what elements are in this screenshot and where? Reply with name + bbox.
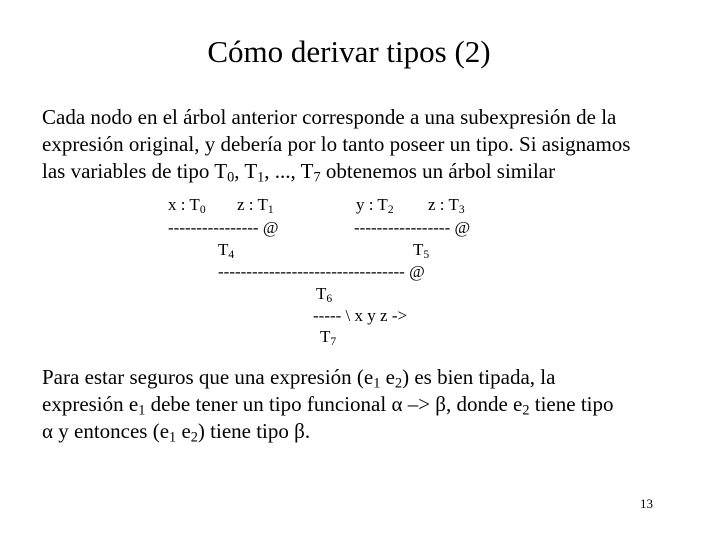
conclusion-text: e <box>176 419 191 443</box>
subscript: 2 <box>522 402 530 419</box>
conclusion-paragraph <box>42 364 614 445</box>
subscript: 1 <box>267 202 274 216</box>
tree-leaf-y <box>356 195 394 215</box>
subscript: 2 <box>387 202 394 216</box>
leaf-label: y : T <box>356 195 388 214</box>
intro-line-2: expresión original, y debería por lo tanto poseer un tipo. Si asignamos <box>42 132 631 156</box>
intro-line-3-text: , ..., T <box>264 159 314 183</box>
tree-rule-left: ---------------- @ <box>168 218 279 237</box>
subscript: 1 <box>138 402 146 419</box>
subscript: 0 <box>199 202 206 216</box>
subscript: 6 <box>326 291 333 305</box>
subscript: 7 <box>330 334 337 348</box>
conclusion-text: Para estar seguros que una expresión (e <box>42 365 374 389</box>
conclusion-line-1 <box>42 364 614 391</box>
subscript: 7 <box>313 169 321 186</box>
subscript: 2 <box>394 375 403 392</box>
leaf-label: x : T <box>168 195 200 214</box>
slide-title-text: Cómo derivar tipos (2) <box>207 34 491 69</box>
tree-node-t5 <box>413 240 429 260</box>
tree-leaf-z1 <box>237 195 274 215</box>
tree-rule-right: ----------------- @ <box>354 218 471 237</box>
slide-title <box>0 34 720 70</box>
intro-line-3-text: las variables de tipo T <box>42 159 228 183</box>
conclusion-line-3 <box>42 418 614 445</box>
tree-leaf-z3 <box>428 195 465 215</box>
subscript: 0 <box>227 169 235 186</box>
tree-node-t7 <box>320 327 336 347</box>
tree-node-t4 <box>218 240 234 260</box>
intro-paragraph <box>42 104 630 185</box>
page-number: 13 <box>640 496 653 511</box>
subscript: 1 <box>169 429 177 446</box>
tree-rule-middle: --------------------------------- @ <box>218 262 425 281</box>
conclusion-text: α y entonces (e <box>42 419 170 443</box>
tree-rule-lambda: ----- \ x y z -> <box>313 306 408 325</box>
intro-line-3-text: , T <box>234 159 258 183</box>
tree-node-t6 <box>316 284 332 304</box>
subscript: 4 <box>228 247 235 261</box>
node-label: T <box>218 240 229 259</box>
intro-line-3-text: obtenemos un árbol similar <box>320 159 556 183</box>
conclusion-text: debe tener un tipo funcional α –> β, donde e <box>145 392 523 416</box>
subscript: 1 <box>373 375 381 392</box>
conclusion-text: expresión e <box>42 392 139 416</box>
conclusion-text: ) tiene tipo β. <box>197 419 311 443</box>
conclusion-line-2 <box>42 391 614 418</box>
tree-leaf-x <box>168 195 206 215</box>
node-label: T <box>413 240 424 259</box>
subscript: 2 <box>190 429 198 446</box>
leaf-label: z : T <box>428 195 459 214</box>
conclusion-text: ) es bien tipada, la <box>402 365 556 389</box>
subscript: 3 <box>458 202 465 216</box>
intro-line-3 <box>42 158 630 185</box>
conclusion-text: tiene tipo <box>529 392 614 416</box>
subscript: 5 <box>423 247 430 261</box>
node-label: T <box>316 284 327 303</box>
intro-line-1: Cada nodo en el árbol anterior corresponde a una subexpresión de la <box>42 105 617 129</box>
node-label: T <box>320 327 331 346</box>
subscript: 1 <box>257 169 265 186</box>
conclusion-text: e <box>380 365 395 389</box>
leaf-label: z : T <box>237 195 268 214</box>
